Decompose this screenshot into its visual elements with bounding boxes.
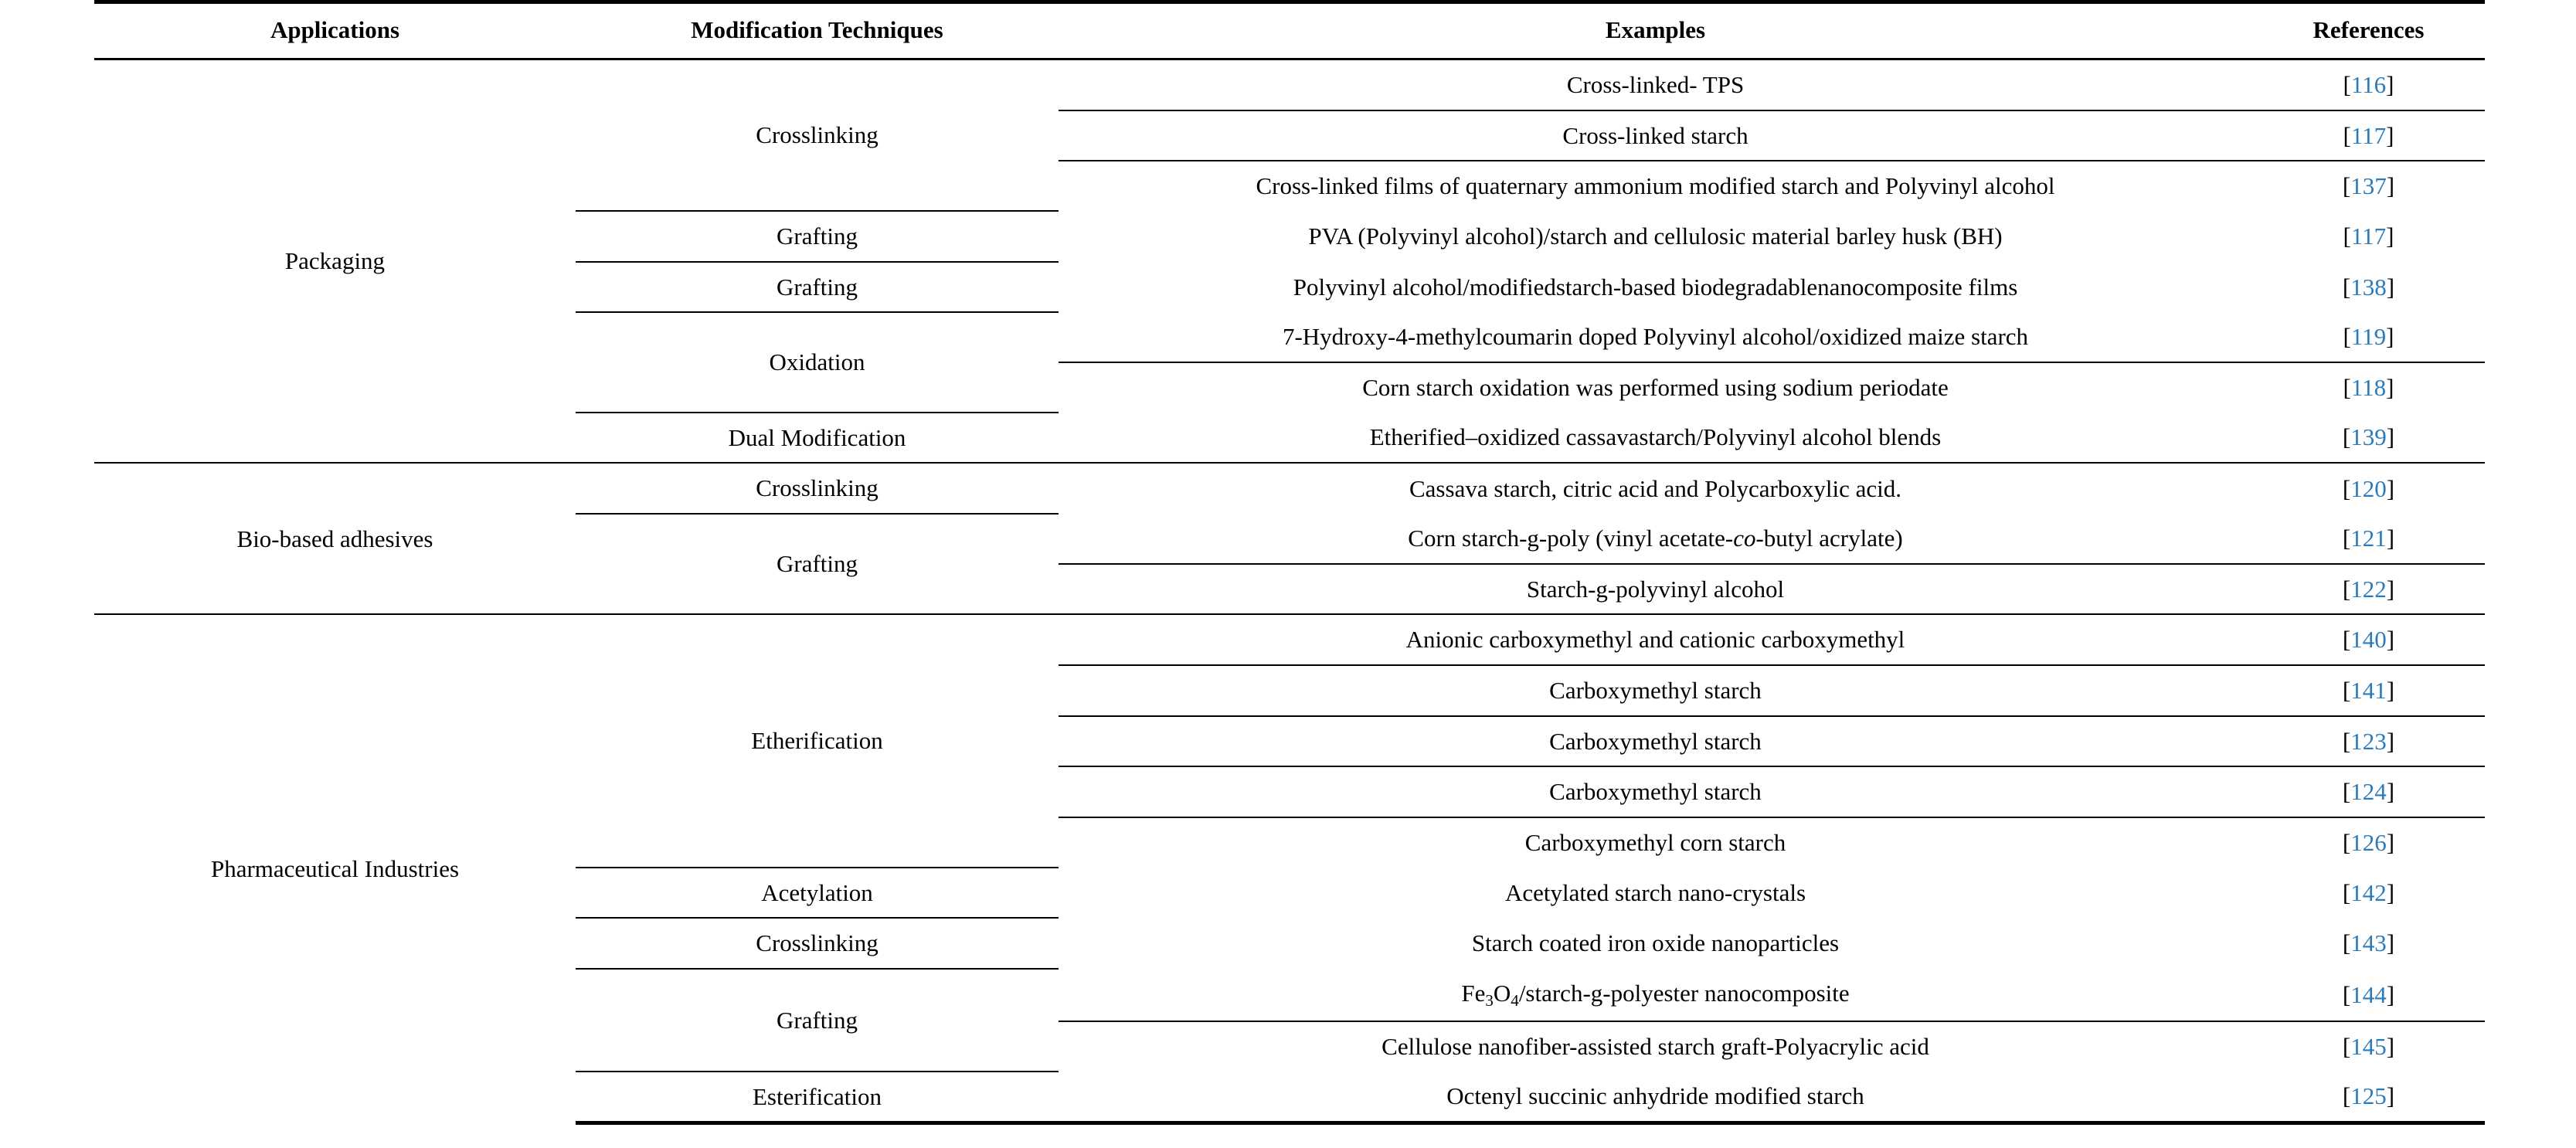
example-cell: Cross-linked- TPS	[1059, 59, 2252, 110]
example-cell: Anionic carboxymethyl and cationic carboxymethyl	[1059, 614, 2252, 665]
reference-cell[interactable]: [138]	[2342, 273, 2395, 301]
example-cell: Carboxymethyl starch	[1059, 665, 2252, 716]
example-cell: PVA (Polyvinyl alcohol)/starch and cellulosic material barley husk (BH)	[1308, 222, 2003, 250]
reference-cell[interactable]: [141]	[2252, 665, 2485, 716]
column-header-examples: Examples	[1059, 2, 2252, 59]
reference-cell[interactable]: [126]	[2252, 817, 2485, 868]
reference-cell[interactable]: [119]	[2343, 323, 2394, 351]
modification-technique-cell: Crosslinking	[576, 918, 1059, 969]
reference-cell[interactable]: [117]	[2252, 110, 2485, 161]
reference-cell[interactable]: [142]	[2342, 878, 2395, 906]
modification-technique-cell: Grafting	[576, 211, 1059, 262]
modification-technique-cell: Etherification	[576, 614, 1059, 867]
application-cell: Packaging	[94, 59, 576, 464]
table-row	[94, 463, 2485, 514]
table-body	[94, 59, 2485, 1123]
example-cell: Cassava starch, citric acid and Polycarboxylic acid.	[1059, 463, 2252, 514]
reference-cell[interactable]: [120]	[2252, 463, 2485, 514]
example-cell: 7-Hydroxy-4-methylcoumarin doped Polyvinyl alcohol/oxidized maize starch	[1282, 323, 2029, 351]
table-row	[94, 614, 2485, 665]
reference-cell[interactable]: [140]	[2252, 614, 2485, 665]
modification-technique-cell: Dual Modification	[576, 413, 1059, 464]
example-cell: Octenyl succinic anhydride modified starch	[1059, 1072, 2252, 1123]
table-row	[94, 59, 2485, 110]
reference-cell[interactable]: [125]	[2252, 1072, 2485, 1123]
example-cell: Carboxymethyl starch	[1059, 766, 2252, 817]
reference-cell[interactable]: [145]	[2252, 1021, 2485, 1072]
reference-cell[interactable]: [123]	[2252, 716, 2485, 767]
column-header-applications: Applications	[94, 2, 576, 59]
reference-cell[interactable]: [117]	[2343, 222, 2394, 250]
modified-starch-applications-table	[94, 0, 2485, 1125]
reference-cell[interactable]: [121]	[2342, 525, 2395, 552]
reference-cell[interactable]: [118]	[2252, 362, 2485, 413]
table-header-row	[94, 2, 2485, 59]
column-header-modification-techniques: Modification Techniques	[576, 2, 1059, 59]
example-cell: Starch coated iron oxide nanoparticles	[1471, 929, 1840, 957]
example-cell: Cellulose nanofiber-assisted starch graft-Polyacrylic acid	[1059, 1021, 2252, 1072]
example-cell: Corn starch-g-poly (vinyl acetate-co-butyl acrylate)	[1408, 525, 1903, 552]
example-cell: Carboxymethyl starch	[1059, 716, 2252, 767]
modification-technique-cell: Acetylation	[576, 868, 1059, 919]
modification-technique-cell: Crosslinking	[576, 463, 1059, 514]
reference-cell[interactable]: [122]	[2252, 564, 2485, 615]
example-cell: Carboxymethyl corn starch	[1059, 817, 2252, 868]
example-cell: Etherified–oxidized cassavastarch/Polyvinyl alcohol blends	[1369, 423, 1942, 451]
example-cell: Cross-linked starch	[1059, 110, 2252, 161]
modification-technique-cell: Oxidation	[576, 312, 1059, 412]
modification-technique-cell: Crosslinking	[576, 59, 1059, 212]
example-cell: $Fe_3O_4/starch-g$-polyester nanocomposite	[1461, 980, 1850, 1010]
example-cell: Corn starch oxidation was performed using sodium periodate	[1059, 362, 2252, 413]
data-table-container	[94, 0, 2485, 1148]
modification-technique-cell: Grafting	[576, 514, 1059, 614]
table-header	[94, 2, 2485, 59]
modification-technique-cell: Esterification	[576, 1072, 1059, 1123]
reference-cell[interactable]: [139]	[2342, 423, 2395, 451]
reference-cell[interactable]: [143]	[2342, 929, 2395, 957]
example-cell: Acetylated starch nano-crystals	[1504, 878, 1806, 906]
reference-cell[interactable]: [124]	[2252, 766, 2485, 817]
application-cell: Bio-based adhesives	[94, 463, 576, 614]
modification-technique-cell: Grafting	[576, 262, 1059, 313]
example-cell: Polyvinyl alcohol/modifiedstarch-based biodegradablenanocomposite films	[1293, 273, 2018, 301]
reference-cell[interactable]: [137]	[2252, 161, 2485, 211]
application-cell: Pharmaceutical Industries	[94, 614, 576, 1123]
example-cell: Starch-g-polyvinyl alcohol	[1059, 564, 2252, 615]
modification-technique-cell: Grafting	[576, 969, 1059, 1072]
column-header-references: References	[2252, 2, 2485, 59]
reference-cell[interactable]: [144]	[2342, 980, 2395, 1008]
example-cell: Cross-linked films of quaternary ammonium modified starch and Polyvinyl alcohol	[1059, 161, 2252, 211]
reference-cell[interactable]: [116]	[2252, 59, 2485, 110]
